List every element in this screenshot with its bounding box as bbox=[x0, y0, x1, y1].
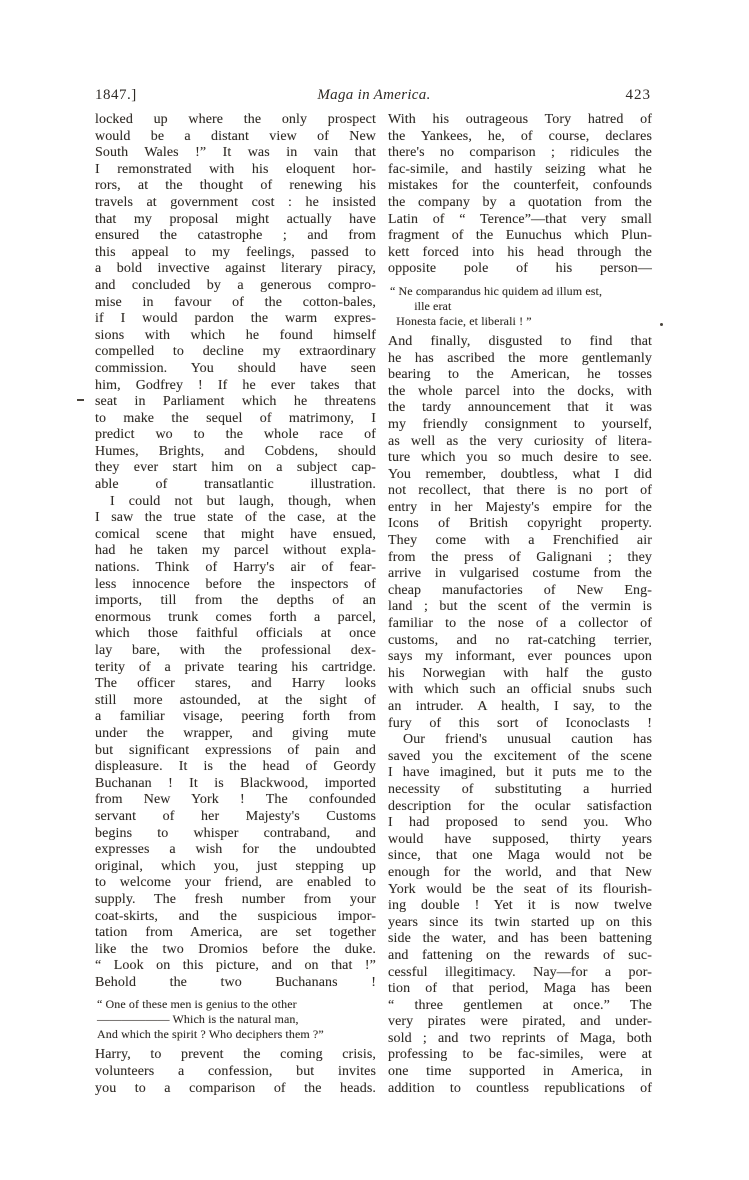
text-line: I had proposed to send you. Who bbox=[388, 815, 652, 831]
text-line: the Yankees, he, of course, declares bbox=[388, 128, 652, 144]
text-line: opposite pole of his person— bbox=[388, 261, 652, 277]
text-line: had he taken my parcel without expla- bbox=[95, 543, 376, 559]
text-line: entry in her Majesty's empire for the bbox=[388, 499, 652, 515]
text-line: Latin of “ Terence”—that very small bbox=[388, 211, 652, 227]
text-line: York would be the seat of its flourish- bbox=[388, 881, 652, 897]
text-line: travels at government cost : he insisted bbox=[95, 194, 376, 210]
text-line: fury of this sort of Iconoclasts ! bbox=[388, 715, 652, 731]
text-line: Icons of British copyright property. bbox=[388, 516, 652, 532]
text-line: Buchanan ! It is Blackwood, imported bbox=[95, 775, 376, 791]
verse-quote bbox=[97, 997, 376, 1042]
text-line: saved you the excitement of the scene bbox=[388, 748, 652, 764]
text-line: one time supported in America, in bbox=[388, 1064, 652, 1080]
text-line: this appeal to my feelings, passed to bbox=[95, 244, 376, 260]
paragraph bbox=[95, 112, 376, 494]
text-line: mistakes for the counterfeit, confounds bbox=[388, 178, 652, 194]
text-line: ille erat bbox=[390, 298, 452, 313]
text-line: imports, till from the depths of an bbox=[95, 593, 376, 609]
text-line: as well as the very curiosity of litera- bbox=[388, 433, 652, 449]
text-line: to welcome your friend, are enabled to bbox=[95, 875, 376, 891]
paragraph bbox=[388, 334, 652, 732]
text-line: to make the sequel of matrimony, I bbox=[95, 410, 376, 426]
text-line: terity of a private tearing his cartridge. bbox=[95, 659, 376, 675]
text-line: that my proposal might actually have bbox=[95, 211, 376, 227]
text-line: he has ascribed the more gentlemanly bbox=[388, 350, 652, 366]
text-line: years since its twin started up on this bbox=[388, 914, 652, 930]
text-line: With his outrageous Tory hatred of bbox=[388, 112, 652, 127]
text-line: “ three gentlemen at once.” The bbox=[388, 997, 652, 1013]
text-line: I saw the true state of the case, at the bbox=[95, 510, 376, 526]
text-line: bearing to the American, he tosses bbox=[388, 367, 652, 383]
text-line: And which the spirit ? Who deciphers them ?” bbox=[97, 1027, 324, 1042]
text-line: sions with which he found himself bbox=[95, 327, 376, 343]
page-title: Maga in America. bbox=[317, 87, 431, 103]
text-line: begins to whisper contraband, and bbox=[95, 825, 376, 841]
text-line: the company by a quotation from the bbox=[388, 194, 652, 210]
paragraph bbox=[95, 494, 376, 992]
text-line: familiar to the nose of a collector of bbox=[388, 616, 652, 632]
text-line: nations. Think of Harry's air of fear- bbox=[95, 560, 376, 576]
text-line: “ Look on this picture, and on that !” bbox=[95, 958, 376, 974]
text-line: And finally, disgusted to find that bbox=[388, 333, 652, 349]
text-line: coat-skirts, and the suspicious impor- bbox=[95, 908, 376, 924]
text-line: cheap manufactories of New Eng- bbox=[388, 582, 652, 598]
text-line: They come with a Frenchified air bbox=[388, 533, 652, 549]
text-line: and concluded by a generous compro- bbox=[95, 277, 376, 293]
text-line: necessity of substituting a hurried bbox=[388, 781, 652, 797]
running-head bbox=[95, 87, 653, 105]
text-line: rors, at the thought of renewing his bbox=[95, 178, 376, 194]
column-right bbox=[388, 112, 652, 1097]
text-line: addition to countless republications of bbox=[388, 1080, 652, 1096]
text-line: him, Godfrey ! If he ever takes that bbox=[95, 377, 376, 393]
text-line: fac-simile, and hastily seizing what he bbox=[388, 161, 652, 177]
text-line: there's no comparison ; ridicules the bbox=[388, 145, 652, 161]
scan-artifact-dot bbox=[660, 323, 663, 326]
text-line: they ever start him on a subject cap- bbox=[95, 460, 376, 476]
text-line: volunteers a confession, but invites bbox=[95, 1064, 376, 1080]
text-line: a familiar visage, peering forth from bbox=[95, 709, 376, 725]
text-line: seat in Parliament which he threatens bbox=[95, 394, 376, 410]
text-line: enough for the world, and that New bbox=[388, 864, 652, 880]
header-year: 1847.] bbox=[95, 87, 137, 103]
text-line: customs, and no rat-catching terrier, bbox=[388, 632, 652, 648]
text-line: says my informant, ever pounces upon bbox=[388, 649, 652, 665]
text-line: Honesta facie, et liberali ! ” bbox=[390, 313, 532, 328]
text-line: able of transatlantic illustration. bbox=[95, 477, 376, 493]
paragraph bbox=[95, 1047, 376, 1097]
column-left bbox=[95, 112, 376, 1097]
text-line: I could not but laugh, though, when bbox=[110, 493, 376, 509]
text-line: would be a distant view of New bbox=[95, 128, 376, 144]
text-line: not recollect, that there is no port of bbox=[388, 483, 652, 499]
text-line: his Norwegian with half the gusto bbox=[388, 665, 652, 681]
text-line: commission. You should have seen bbox=[95, 360, 376, 376]
text-line: if I would pardon the warm expres- bbox=[95, 311, 376, 327]
text-line: an intruder. A health, I say, to the bbox=[388, 699, 652, 714]
text-line: “ One of these men is genius to the other bbox=[97, 997, 297, 1012]
text-line: like the two Dromios before the duke. bbox=[95, 941, 376, 957]
text-line: —————— Which is the natural man, bbox=[97, 1012, 299, 1027]
text-line: ing double ! Yet it is now twelve bbox=[388, 898, 652, 914]
text-line: South Wales !” It was in vain that bbox=[95, 145, 376, 161]
text-line: “ Ne comparandus hic quidem ad illum est, bbox=[390, 283, 603, 298]
text-line: tation from America, are set together bbox=[95, 925, 376, 941]
text-line: a bold invective against literary piracy, bbox=[95, 261, 376, 277]
text-line: you to a comparison of the heads. bbox=[95, 1080, 376, 1096]
page-number: 423 bbox=[625, 87, 651, 103]
text-line: with which such an official snubs such bbox=[388, 682, 652, 698]
text-line: tion of that period, Maga has been bbox=[388, 981, 652, 997]
text-line: mise in favour of the cotton-bales, bbox=[95, 294, 376, 310]
text-line: ensured the catastrophe ; and from bbox=[95, 228, 376, 244]
text-line: comical scene that might have ensued, bbox=[95, 526, 376, 542]
text-line: professing to be fac-similes, were at bbox=[388, 1047, 652, 1063]
text-line: arrive in vulgarised costume from the bbox=[388, 566, 652, 582]
text-line: and fattening on the rewards of suc- bbox=[388, 947, 652, 963]
text-line: but significant expressions of pain and bbox=[95, 742, 376, 758]
text-line: very pirates were pirated, and under- bbox=[388, 1014, 652, 1030]
text-line: expresses a wish for the undoubted bbox=[95, 842, 376, 858]
text-line: compelled to decline my extraordinary bbox=[95, 344, 376, 360]
text-line: Behold the two Buchanans ! bbox=[95, 974, 376, 990]
text-line: displeasure. It is the head of Geordy bbox=[95, 759, 376, 775]
text-line: side the water, and has been battening bbox=[388, 931, 652, 947]
text-line: supply. The fresh number from your bbox=[95, 891, 376, 907]
text-line: sold ; and two reprints of Maga, both bbox=[388, 1030, 652, 1046]
text-line: Our friend's unusual caution has bbox=[403, 732, 652, 748]
text-line: land ; but the scent of the vermin is bbox=[388, 599, 652, 615]
text-line: kett forced into his head through the bbox=[388, 244, 652, 260]
text-line: from the press of Galignani ; they bbox=[388, 549, 652, 565]
text-line: Harry, to prevent the coming crisis, bbox=[95, 1047, 376, 1063]
text-line: original, which you, just stepping up bbox=[95, 858, 376, 874]
text-line: enormous trunk comes forth a parcel, bbox=[95, 609, 376, 625]
text-line: cessful illegitimacy. Nay—for a por- bbox=[388, 964, 652, 980]
verse-quote bbox=[390, 284, 652, 329]
text-line: locked up where the only prospect bbox=[95, 112, 376, 127]
text-line: I have imagined, but it puts me to the bbox=[388, 765, 652, 781]
text-line: predict wo to the whole race of bbox=[95, 427, 376, 443]
text-line: since, that one Maga would not be bbox=[388, 848, 652, 864]
text-line: I remonstrated with his eloquent hor- bbox=[95, 161, 376, 177]
paragraph bbox=[388, 732, 652, 1097]
text-line: You remember, doubtless, what I did bbox=[388, 466, 652, 482]
text-line: description for the ocular satisfaction bbox=[388, 798, 652, 814]
text-line: the tardy announcement that it was bbox=[388, 400, 652, 416]
text-line: which those faithful officials at once bbox=[95, 626, 376, 642]
scan-artifact-dash bbox=[77, 399, 84, 401]
text-line: from New York ! The confounded bbox=[95, 792, 376, 808]
text-line: ture which you so much desire to see. bbox=[388, 450, 652, 466]
text-line: would have supposed, thirty years bbox=[388, 831, 652, 847]
text-line: servant of her Majesty's Customs bbox=[95, 808, 376, 824]
text-line: my friendly consignment to yourself, bbox=[388, 416, 652, 432]
text-line: less innocence before the inspectors of bbox=[95, 576, 376, 592]
text-line: the whole parcel into the docks, with bbox=[388, 383, 652, 399]
paragraph bbox=[388, 112, 652, 278]
text-line: Humes, Brights, and Cobdens, should bbox=[95, 443, 376, 459]
text-line: fragment of the Eunuchus which Plun- bbox=[388, 228, 652, 244]
text-line: under the wrapper, and giving mute bbox=[95, 725, 376, 741]
text-line: lay bare, with the professional dex- bbox=[95, 643, 376, 658]
text-line: The officer stares, and Harry looks bbox=[95, 676, 376, 692]
text-line: still more astounded, at the sight of bbox=[95, 692, 376, 708]
